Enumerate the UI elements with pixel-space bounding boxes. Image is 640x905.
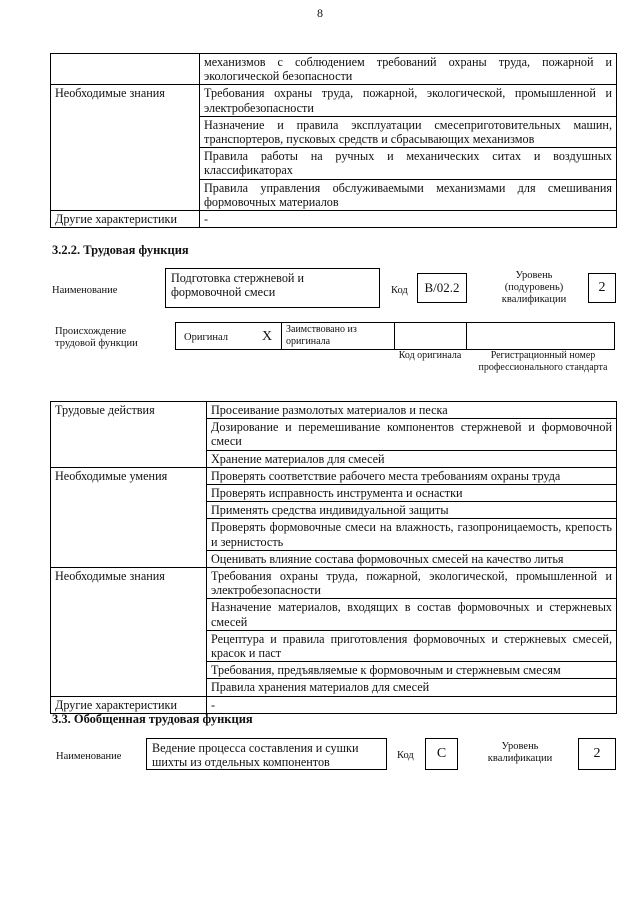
code-field: B/02.2	[417, 273, 467, 303]
row-item: Требования охраны труда, пожарной, экологической, промышленной и электробезопасности	[207, 568, 617, 599]
code-original-caption: Код оригинала	[398, 350, 462, 361]
code-label: Код	[397, 750, 414, 761]
row-item: Правила работы на ручных и механических ситах и воздушных классификаторах	[200, 148, 617, 179]
divider	[466, 323, 467, 349]
table-row	[51, 467, 617, 484]
divider	[394, 323, 395, 349]
section-heading: 3.2.2. Трудовая функция	[52, 243, 189, 257]
row-item: Назначение и правила эксплуатации смесеприготовительных машин, транспортеров, пусковых средств и сбрасывающих механизмов	[200, 116, 617, 147]
borrowed-label: Заимствовано из оригинала	[286, 324, 357, 347]
row-item: Применять средства индивидуальной защиты	[207, 502, 617, 519]
row-item: Проверять исправность инструмента и оснастки	[207, 485, 617, 502]
row-item: Проверять соответствие рабочего места требованиям охраны труда	[207, 467, 617, 484]
table-row	[51, 85, 617, 116]
function-name-field: Подготовка стержневой и формовочной смеси	[165, 268, 380, 308]
row-item: Хранение материалов для смесей	[207, 450, 617, 467]
row-item: Правила хранения материалов для смесей	[207, 679, 617, 696]
row-label: Трудовые действия	[51, 402, 207, 468]
table-row	[51, 54, 617, 85]
level-field: 2	[578, 738, 616, 770]
row-item: -	[207, 696, 617, 713]
divider	[281, 323, 282, 349]
table-row	[51, 696, 617, 713]
row-label: Необходимые умения	[51, 467, 207, 567]
row-label: Необходимые знания	[51, 85, 200, 211]
row-item: Требования охраны труда, пожарной, экологической, промышленной и электробезопасности	[200, 85, 617, 116]
row-item: Дозирование и перемешивание компонентов стержневой и формовочной смеси	[207, 419, 617, 450]
row-label: Другие характеристики	[51, 696, 207, 713]
name-label: Наименование	[56, 751, 122, 762]
row-item: -	[200, 211, 617, 228]
code-label: Код	[391, 285, 408, 296]
row-label	[51, 54, 200, 85]
row-item: Требования, предъявляемые к формовочным и стержневым смесям	[207, 662, 617, 679]
row-item: Назначение материалов, входящих в состав формовочных и стержневых смесей	[207, 599, 617, 630]
knowledge-table-continued	[50, 53, 617, 228]
row-label: Другие характеристики	[51, 211, 200, 228]
code-field: C	[425, 738, 458, 770]
table-row	[51, 402, 617, 419]
page-number: 8	[317, 6, 323, 20]
name-label: Наименование	[52, 285, 118, 296]
table-row	[51, 568, 617, 599]
origin-row	[175, 322, 615, 350]
origin-label: Происхождение трудовой функции	[55, 326, 138, 349]
table-row	[51, 211, 617, 228]
original-label: Оригинал	[184, 332, 228, 343]
level-field: 2	[588, 273, 616, 303]
row-item: механизмов с соблюдением требований охраны труда, пожарной и экологической безопасности	[200, 54, 617, 85]
function-details-table	[50, 401, 617, 714]
reg-number-caption: Регистрационный номер профессионального стандарта	[478, 350, 608, 373]
row-item: Оценивать влияние состава формовочных смесей на качество литья	[207, 550, 617, 567]
row-item: Проверять формовочные смеси на влажность, газопроницаемость, крепость и зернистость	[207, 519, 617, 550]
level-label: Уровень (подуровень) квалификации	[501, 270, 567, 305]
generalized-function-name-field: Ведение процесса составления и сушки шихты из отдельных компонентов	[146, 738, 387, 770]
section-heading: 3.3. Обобщенная трудовая функция	[52, 712, 253, 726]
level-label: Уровень квалификации	[487, 741, 553, 764]
row-item: Просеивание размолотых материалов и песка	[207, 402, 617, 419]
row-item: Рецептура и правила приготовления формовочных и стержневых смесей, красок и паст	[207, 630, 617, 661]
row-item: Правила управления обслуживаемыми механизмами для смешивания формовочных материалов	[200, 179, 617, 210]
row-label: Необходимые знания	[51, 568, 207, 697]
original-mark: X	[262, 329, 273, 344]
